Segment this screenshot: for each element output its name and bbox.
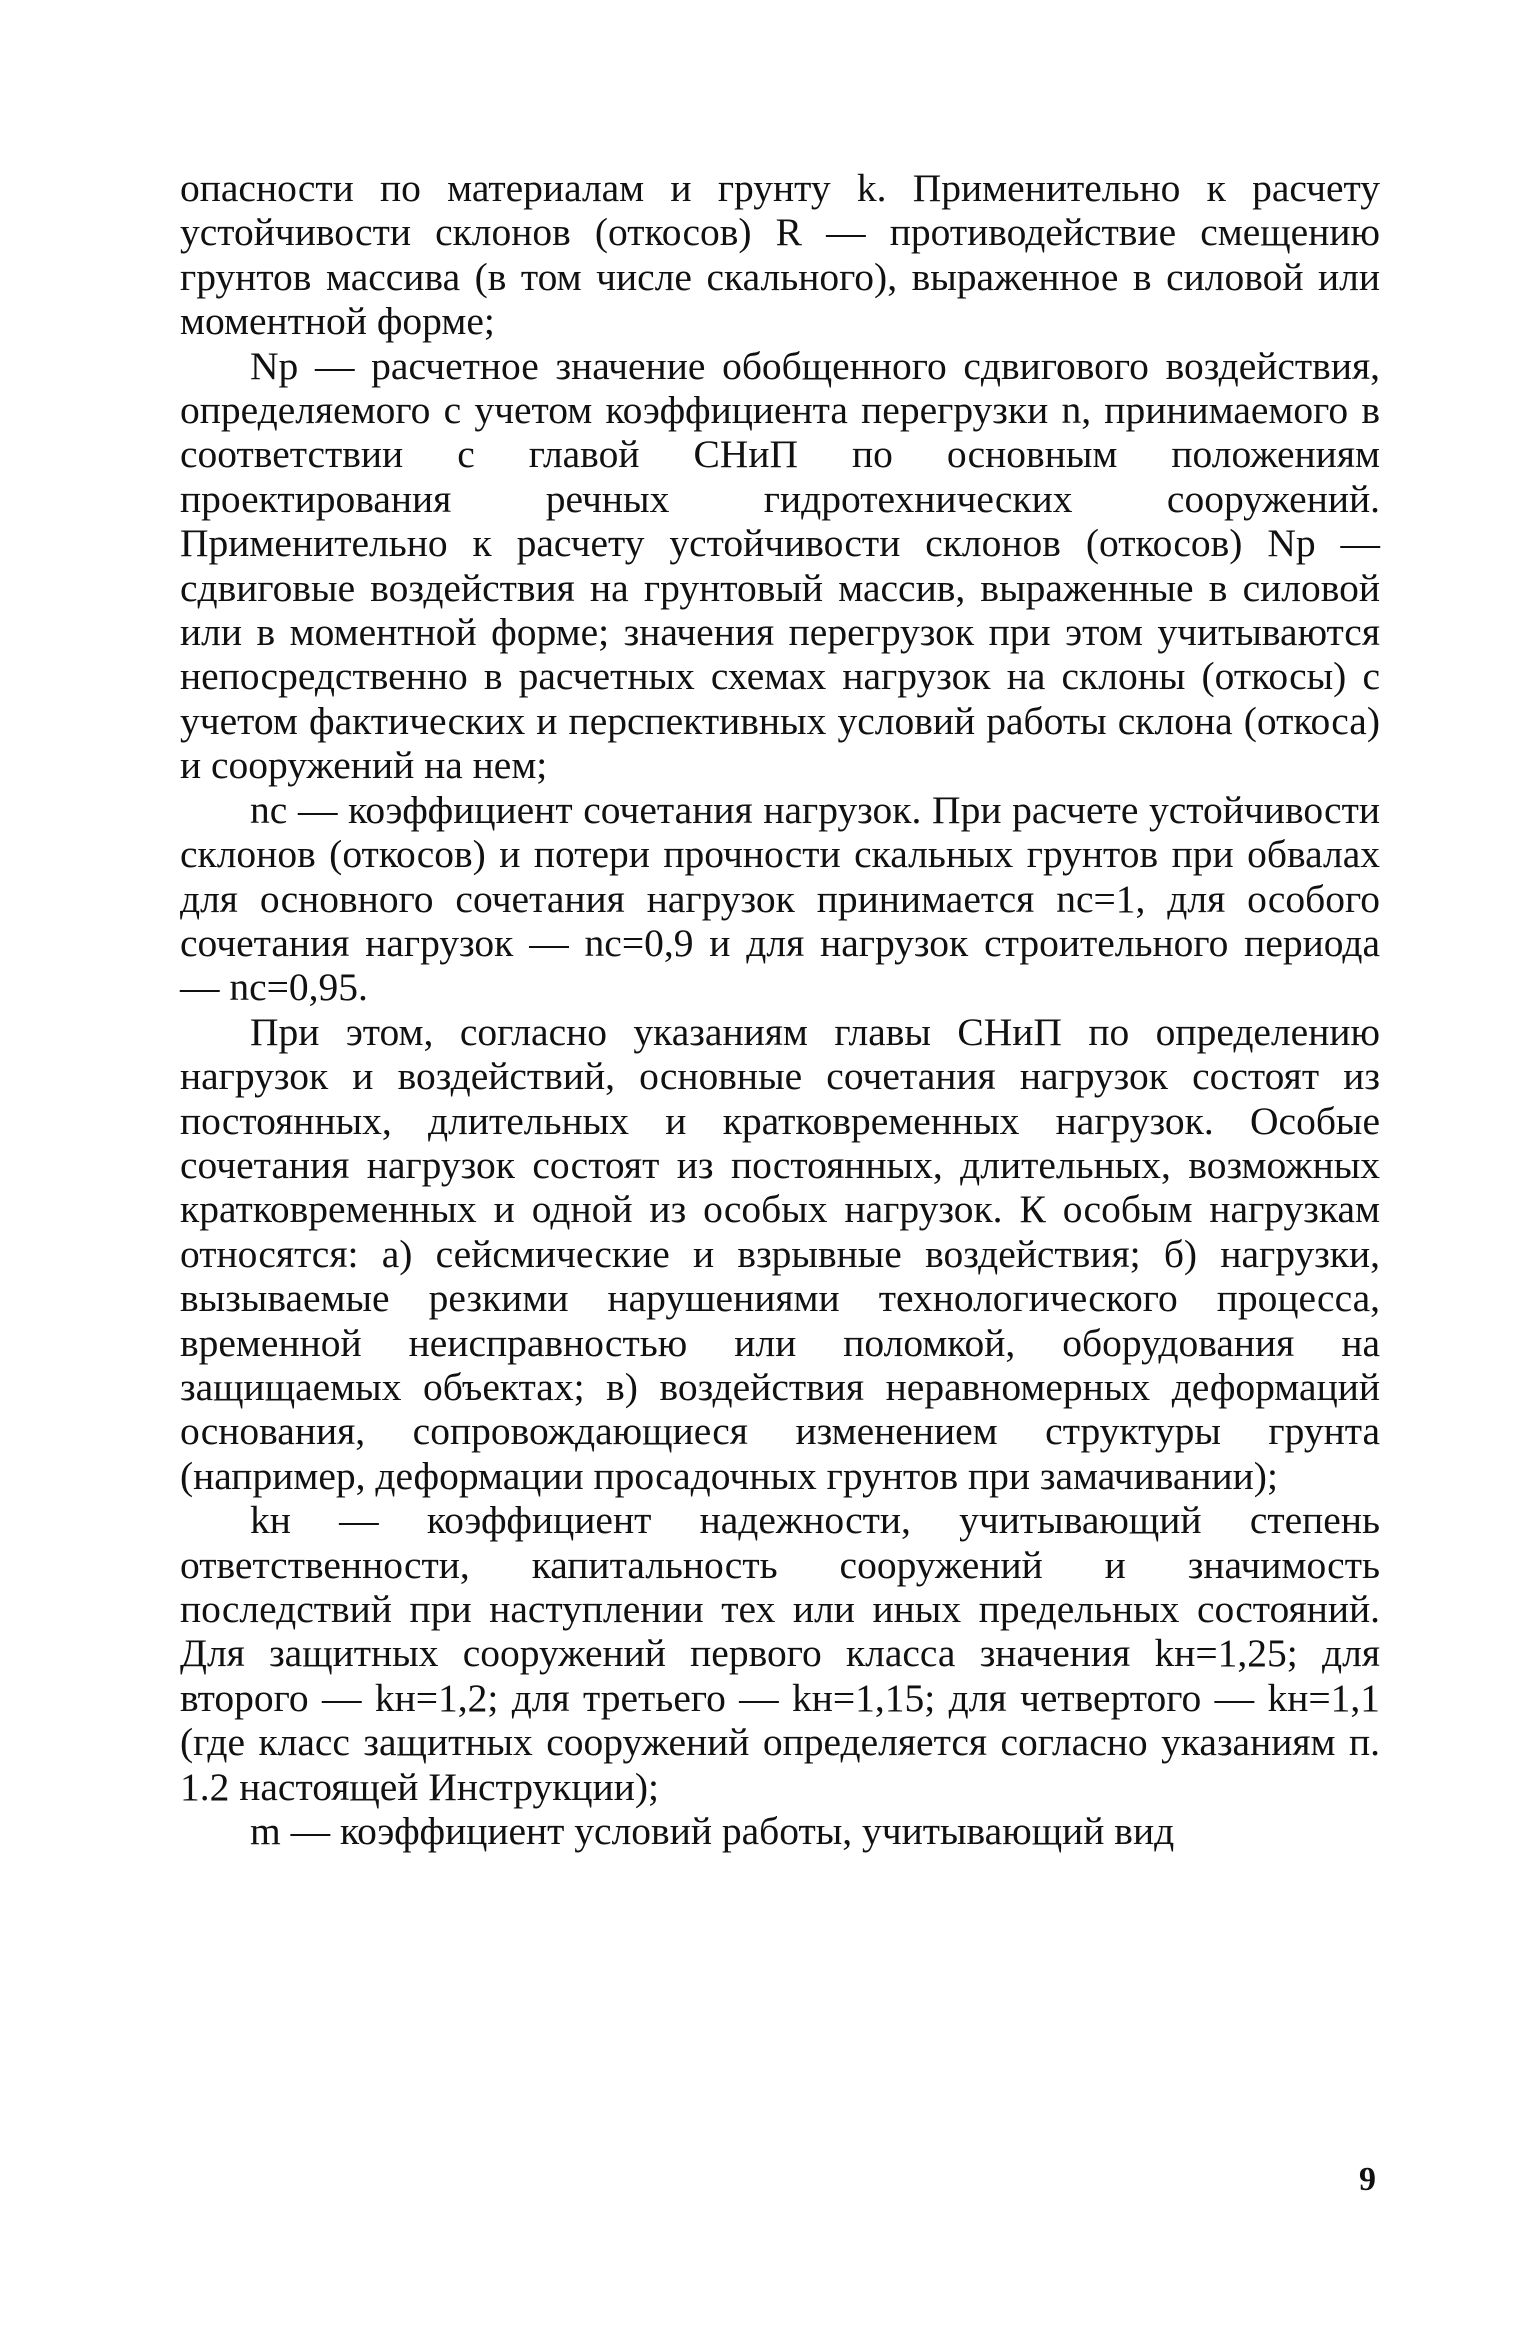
paragraph-4 xyxy=(180,1010,1380,1498)
paragraph-6-text: m — коэффициент условий работы, учитывающий вид xyxy=(250,1809,1175,1854)
body-text xyxy=(180,166,1380,1853)
paragraph-5 xyxy=(180,1498,1380,1809)
paragraph-1-text: опасности по материалам и грунту k. Применительно к расчету устойчивости склонов (откосов) R — противодействие смещению грунтов массива (в том числе скального), выраженное в силовой или моментной форме; xyxy=(180,166,1380,344)
paragraph-5-text: kн — коэффициент надежности, учитывающий степень ответственности, капитальность сооружений и значимость последствий при наступлении тех или иных предельных состояний. Для защитных сооружений первого класса значения kн=1,25; для второго — kн=1,2; для третьего — kн=1,15; для четвертого — kн=1,1 (где класс защитных сооружений определяется согласно указаниям п. 1.2 настоящей Инструкции); xyxy=(180,1498,1380,1809)
paragraph-2 xyxy=(180,344,1380,788)
page-number: 9 xyxy=(1359,2161,1376,2198)
paragraph-4-text: При этом, согласно указаниям главы СНиП по определению нагрузок и воздействий, основные сочетания нагрузок состоят из постоянных, длительных и кратковременных нагрузок. Особые сочетания нагрузок состоят из постоянных, длительных, возможных кратковременных и одной из особых нагрузок. К особым нагрузкам относятся: а) сейсмические и взрывные воздействия; б) нагрузки, вызываемые резкими нарушениями технологического процесса, временной неисправностью или поломкой, оборудования на защищаемых объектах; в) воздействия неравномерных деформаций основания, сопровождающиеся изменением структуры грунта (например, деформации просадочных грунтов при замачивании); xyxy=(180,1009,1380,1498)
paragraph-1 xyxy=(180,166,1380,344)
paragraph-3-text: nс — коэффициент сочетания нагрузок. При расчете устойчивости склонов (откосов) и потери прочности скальных грунтов при обвалах для основного сочетания нагрузок принимается nс=1, для особого сочетания нагрузок — nс=0,9 и для нагрузок строительного периода — nс=0,95. xyxy=(180,787,1380,1010)
paragraph-6 xyxy=(180,1809,1380,1853)
paragraph-3 xyxy=(180,788,1380,1010)
paragraph-2-text: Nр — расчетное значение обобщенного сдвигового воздействия, определяемого с учетом коэффициента перегрузки n, принимаемого в соответствии с главой СНиП по основным положениям проектирования речных гидротехнических сооружений. Применительно к расчету устойчивости склонов (откосов) Nр — сдвиговые воздействия на грунтовый массив, выраженные в силовой или в моментной форме; значения перегрузок при этом учитываются непосредственно в расчетных схемах нагрузок на склоны (откосы) с учетом фактических и перспективных условий работы склона (откоса) и сооружений на нем; xyxy=(180,343,1380,788)
